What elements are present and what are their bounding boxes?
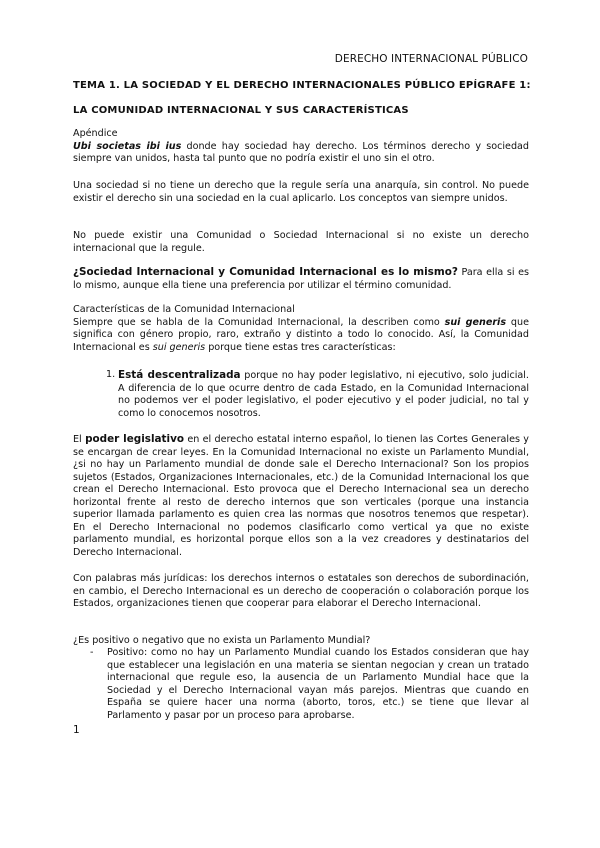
- topic-title: TEMA 1. LA SOCIEDAD Y EL DERECHO INTERNACIONALES PÚBLICO EPÍGRAFE 1:: [73, 80, 531, 91]
- question-positive: ¿Es positivo o negativo que no exista un Parlamento Mundial?: [73, 635, 371, 646]
- latin-maxim: Ubi societas ibi ius: [73, 140, 182, 152]
- sui-generis-term-1: sui generis: [444, 316, 507, 328]
- characteristics-text-1: Siempre que se habla de la Comunidad Internacional, la describen como: [73, 316, 445, 328]
- legislative-text-2: en el derecho estatal interno español, lo tienen las Cortes Generales y se encargan de crear leyes. En la Comunidad Internacional no existe un Parlamento Mundial, ¿si no hay un Parlamento mundial de donde sale el Derecho Internacional? Son los propios sujetos (Estados, Organizaciones Internacionales, etc.) de la Comunidad Internacional los que crean el Derecho Internacional. Esto provoca que el Derecho Internacional sea un derecho horizontal frente al resto de derecho internos que son verticales (porque una instancia superior llamada parlamento es quien crea las normas que nosotros tenemos que respetar). En el Derecho Internacional no podemos clasificarlo como vertical ya que no existe parlamento mundial, es horizontal porque ellos son a la vez creadores y destinatarios del Derecho Internacional.: [73, 434, 529, 558]
- sui-generis-term-2: sui generis: [152, 341, 206, 353]
- characteristics-block: [73, 304, 529, 354]
- page-number: 1: [73, 724, 80, 736]
- characteristics-paragraph: [73, 317, 529, 355]
- paragraph-community: No puede existir una Comunidad o Sociedad Internacional si no existe un derecho internacional que la regule.: [73, 230, 529, 254]
- legislative-power-term: poder legislativo: [85, 433, 184, 445]
- list-number: 1.: [106, 369, 116, 380]
- characteristics-text-3: porque tiene estas tres características:: [205, 341, 396, 353]
- appendix-paragraph: [73, 141, 529, 166]
- appendix-block: [73, 128, 529, 166]
- list-item-text: porque no hay poder legislativo, ni ejecutivo, solo judicial. A diferencia de lo que ocurre dentro de cada Estado, en la Comunidad Internacional no podemos ver el poder legislativo, el poder ejecutivo y el poder judicial, no tal y como lo conocemos nosotros.: [118, 370, 529, 419]
- appendix-heading: Apéndice: [73, 128, 118, 139]
- characteristics-heading: Características de la Comunidad Internacional: [73, 304, 295, 315]
- list-item-bold: Está descentralizada: [118, 369, 241, 381]
- section-title: LA COMUNIDAD INTERNACIONAL Y SUS CARACTERÍSTICAS: [73, 105, 409, 116]
- bullet-positive: [92, 647, 529, 722]
- bullet-dash: -: [90, 647, 94, 658]
- list-item-decentralized: [106, 369, 529, 420]
- question-same-text: Para ella si es lo mismo, aunque ella tiene una preferencia por utilizar el término comunidad.: [73, 267, 530, 291]
- appendix-text: donde hay sociedad hay derecho. Los términos derecho y sociedad siempre van unidos, hasta tal punto que no podría existir el uno sin el otro.: [73, 140, 530, 164]
- running-header: DERECHO INTERNACIONAL PÚBLICO: [334, 53, 528, 65]
- characteristics-text-2: que significa con género propio, raro, extraño y distinto a todo lo conocido. Así, la Comunidad Internacional es: [73, 316, 529, 353]
- paragraph-legislative: [73, 433, 529, 559]
- paragraph-question-same: [73, 266, 529, 292]
- question-same-bold: ¿Sociedad Internacional y Comunidad Internacional es lo mismo?: [73, 266, 458, 278]
- paragraph-anarchy: Una sociedad si no tiene un derecho que la regule sería una anarquía, sin control. No puede existir el derecho sin una sociedad en la cual aplicarlo. Los conceptos van siempre unidos.: [73, 180, 529, 204]
- bullet-positive-text: Positivo: como no hay un Parlamento Mundial cuando los Estados consideran que hay que establecer una legislación en una materia se sientan negocian y crean un tratado internacional que regule eso, la ausencia de un Parlamento Mundial hace que la Sociedad y el Derecho Internacional vayan más parejos. Mientras que cuando en España se quiere hacer una norma (aborto, toros, etc.) se tiene que llevar al Parlamento y pasar por un proceso para aprobarse.: [107, 647, 529, 721]
- paragraph-juridical: Con palabras más jurídicas: los derechos internos o estatales son derechos de subordinación, en cambio, el Derecho Internacional es un derecho de cooperación o colaboración porque los Estados, organizaciones tienen que cooperar para elaborar el Derecho Internacional.: [73, 573, 529, 609]
- legislative-text-1: El: [73, 434, 86, 445]
